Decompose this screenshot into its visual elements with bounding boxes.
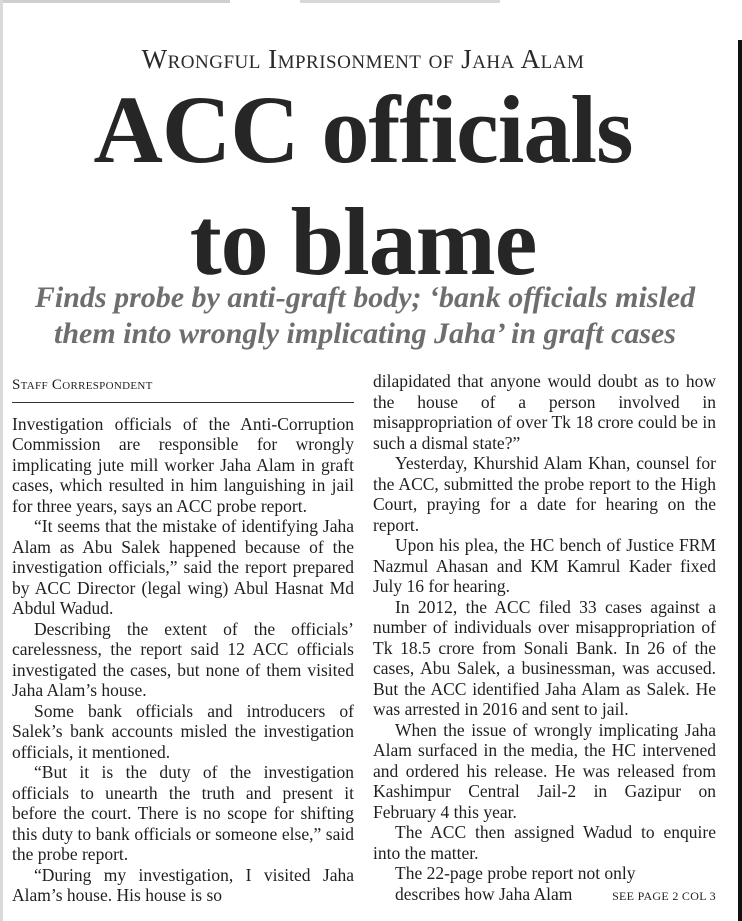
page-right-edge [738, 40, 742, 921]
paragraph: Some bank officials and introducers of Salek’s bank accounts misled the investigation officials, it mentioned. [12, 700, 354, 762]
last-line-text: describes how Jaha Alam [395, 883, 573, 904]
jump-line-link[interactable]: SEE PAGE 2 COL 3 [612, 888, 716, 903]
paragraph: Describing the extent of the officials’ carelessness, the report said 12 ACC officials investigated the cases, but none of them visited Jaha Alam’s house. [12, 618, 354, 700]
paragraph: “It seems that the mistake of identifying Jaha Alam as Abu Salek happened because of the investigation officials,” said the report prepared by ACC Director (legal wing) Abul Hasnat Md Abdul Wadud. [12, 516, 354, 618]
headline-line-2: to blame [189, 188, 537, 295]
top-rule [0, 0, 230, 3]
byline: Staff Correspondent [12, 371, 354, 403]
paragraph: “During my investigation, I visited Jaha Alam’s house. His house is so [12, 864, 354, 905]
paragraph: Upon his plea, the HC bench of Justice FRM Nazmul Ahasan and KM Kamrul Kader fixed July 16 for hearing. [373, 535, 716, 596]
paragraph: Yesterday, Khurshid Alam Khan, counsel for the ACC, submitted the probe report to the High Court, praying for a date for hearing on the report. [373, 453, 716, 535]
kicker: Wrongful Imprisonment of Jaha Alam [141, 44, 585, 74]
paragraph: Investigation officials of the Anti-Corruption Commission are responsible for wrongly implicating jute mill worker Jaha Alam in graft cases, which resulted in him languishing in jail for three years, says an ACC probe report. [12, 413, 354, 516]
paragraph: The ACC then assigned Wadud to enquire into the matter. [373, 822, 716, 863]
headline-line-1: ACC officials [93, 76, 633, 183]
top-rule-secondary [300, 0, 500, 3]
paragraph: The 22-page probe report not only [395, 863, 636, 883]
subheadline-line-1: Finds probe by anti-graft body; ‘bank officials misled [34, 281, 696, 314]
last-line [373, 884, 716, 907]
subheadline [4, 280, 726, 352]
article-column-left [12, 371, 354, 906]
paragraph-continued: dilapidated that anyone would doubt as to how the house of a person involved in misappropriation of over Tk 18 crore could be in such a dismal state?” [373, 371, 716, 453]
paragraph: When the issue of wrongly implicating Jaha Alam surfaced in the media, the HC intervened and ordered his release. He was released from Kashimpur Central Jail-2 in Gazipur on February 4 this year. [373, 719, 716, 822]
article-column-right [373, 371, 716, 906]
headline [0, 74, 726, 298]
subheadline-line-2: them into wrongly implicating Jaha’ in graft cases [53, 317, 676, 350]
paragraph: In 2012, the ACC filed 33 cases against a number of individuals over misappropriation of Tk 18.5 crore from Sonali Bank. In 26 of the cases, Abu Salek, a businessman, was accused. But the ACC identified Jaha Alam as Salek. He was arrested in 2016 and sent to jail. [373, 596, 716, 719]
paragraph: “But it is the duty of the investigation officials to unearth the truth and present it before the court. There is no scope for shifting this duty to bank officials or someone else,” said the probe report. [12, 762, 354, 864]
